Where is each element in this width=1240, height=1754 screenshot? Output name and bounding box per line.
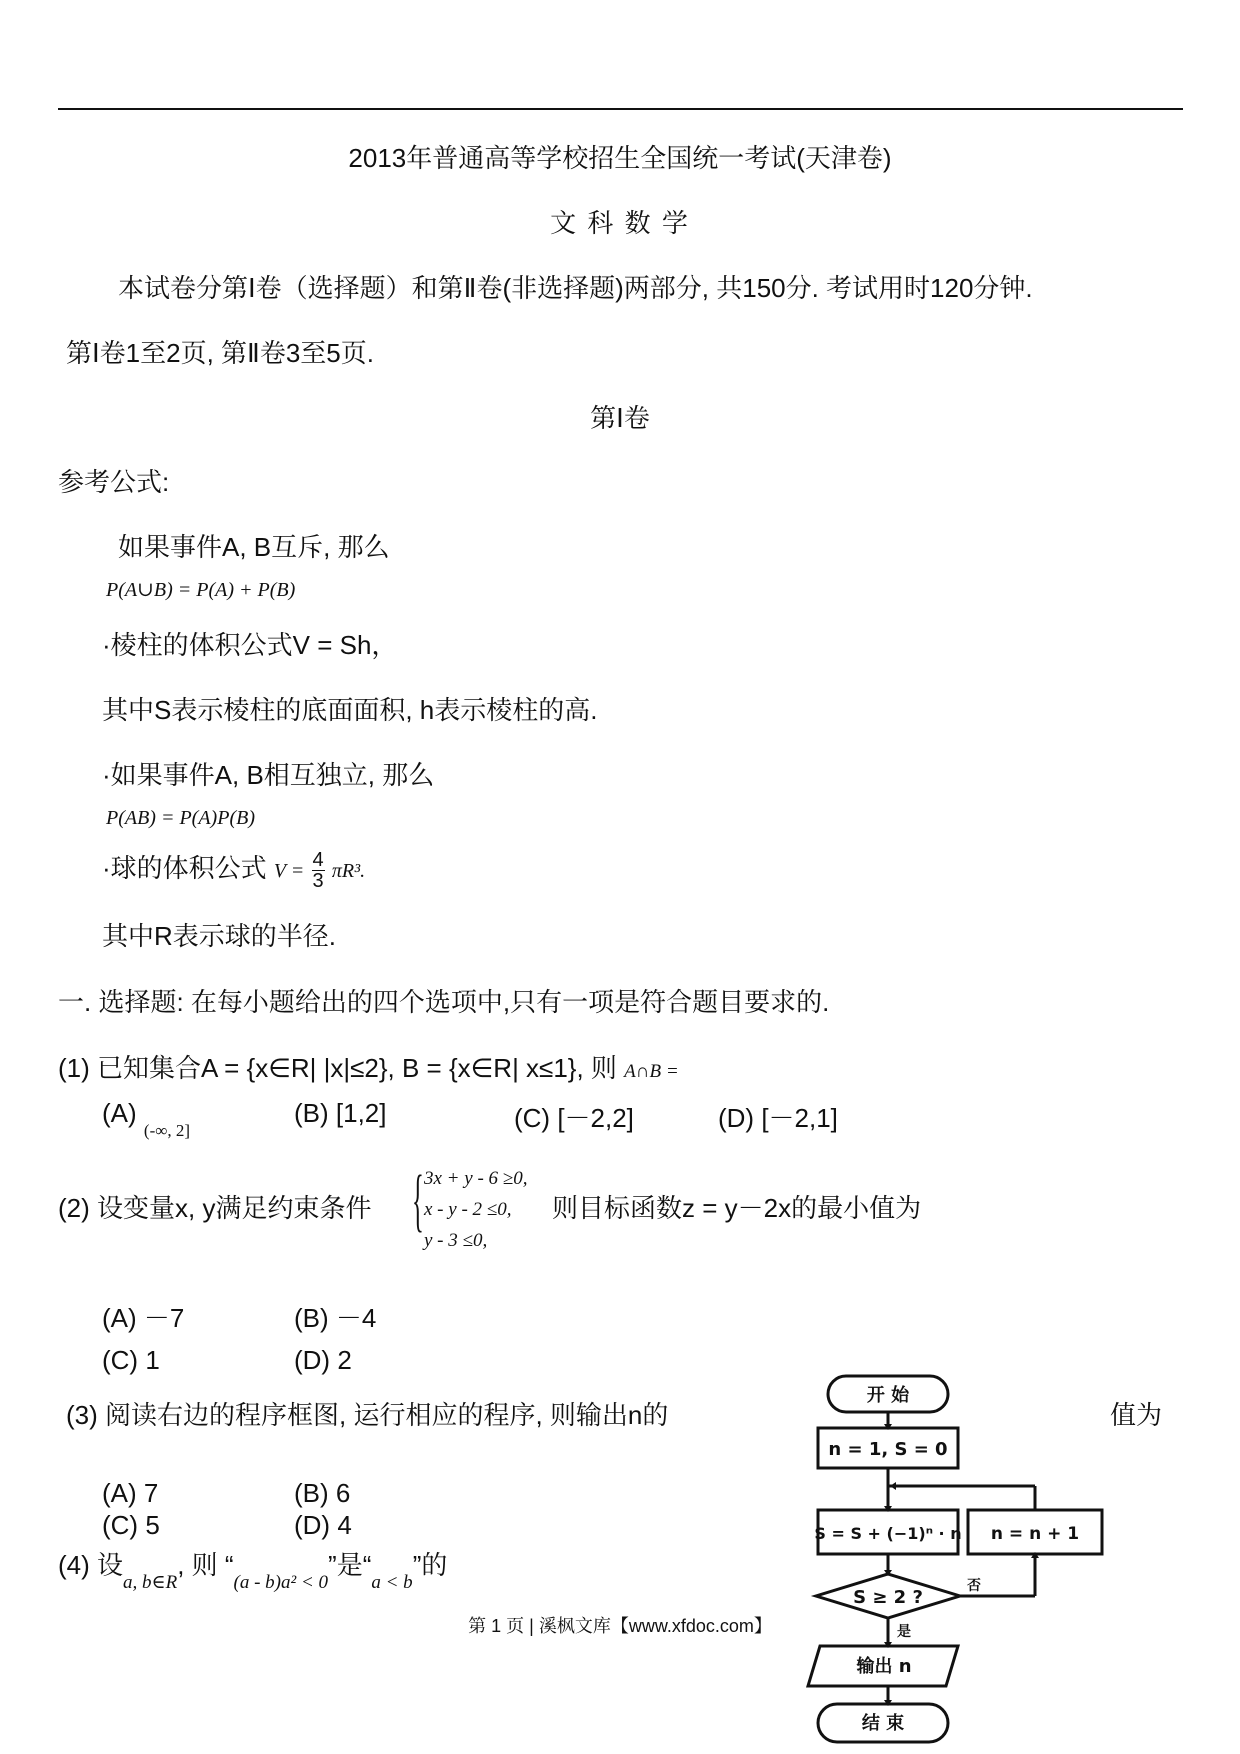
flowchart-start-label: 开 始 (866, 1385, 910, 1406)
formula-4-denominator: 3 (312, 869, 324, 892)
page-footer (0, 1612, 1240, 1638)
intro-line-2: 第Ⅰ卷1至2页, 第Ⅱ卷3至5页. (66, 338, 374, 368)
formula-4-rhs: πR³. (331, 860, 366, 882)
question-2-brace: { (412, 1162, 424, 1239)
question-2-option-c: (C) 1 (102, 1345, 160, 1375)
formula-4-lhs: V = (273, 860, 305, 882)
formula-1-text: 如果事件A, B互斥, 那么 (118, 532, 390, 562)
question-1-text: (1) 已知集合A = {x∈R| |x|≤2}, B = {x∈R| x≤1}, 则 (58, 1053, 617, 1083)
question-1-option-a (102, 1098, 191, 1140)
top-rule (58, 108, 1183, 110)
question-2-constraint-1: 3x + y - 6 ≥0, (424, 1168, 528, 1189)
flowchart-output-label: 输出 n (856, 1656, 912, 1677)
flowchart-condition-label: S ≥ 2 ? (853, 1587, 923, 1608)
flowchart-update-label: S = S + (−1)ⁿ · n (814, 1524, 962, 1543)
question-1-option-b: (B) [1,2] (294, 1098, 387, 1128)
question-2-stem: (2) 设变量x, y满足约束条件 (58, 1193, 372, 1223)
question-1-option-d: (D) [－2,1] (718, 1103, 838, 1133)
flowchart-yes-label: 是 (897, 1624, 911, 1640)
formulas-heading: 参考公式: (58, 467, 170, 497)
formula-4 (102, 848, 365, 891)
question-2-constraint-2: x - y - 2 ≤0, (424, 1199, 512, 1220)
question-1-option-a-value: (-∞, 2] (143, 1121, 191, 1140)
formula-4-fraction (312, 850, 325, 891)
question-3-tail: 值为 (1110, 1400, 1163, 1430)
question-2-tail: 则目标函数z = y－2x的最小值为 (552, 1193, 922, 1223)
question-3-option-a: (A) 7 (102, 1478, 159, 1508)
question-4-text-b: , 则 “ (177, 1550, 234, 1580)
question-1-option-a-label: (A) (102, 1098, 137, 1128)
formula-4-numerator: 4 (312, 848, 324, 871)
part-title: 第Ⅰ卷 (590, 403, 650, 433)
formula-1: P(A∪B) = P(A) + P(B) (106, 579, 296, 601)
question-3-option-d: (D) 4 (294, 1510, 352, 1540)
formula-2-text: ·棱柱的体积公式V = Sh， (102, 630, 398, 660)
exam-subtitle: 文 科 数 学 (550, 208, 690, 238)
question-4-text-a: (4) 设 (58, 1550, 124, 1580)
question-3-option-b: (B) 6 (294, 1478, 351, 1508)
intro-line-1: 本试卷分第Ⅰ卷（选择题）和第Ⅱ卷(非选择题)两部分, 共150分. 考试用时120分钟. (118, 273, 1033, 303)
question-2-constraint-3: y - 3 ≤0, (424, 1230, 488, 1251)
exam-title: 2013年普通高等学校招生全国统一考试(天津卷) (348, 143, 892, 173)
flowchart-no-label: 否 (967, 1578, 981, 1594)
question-4-text-c: ”是“ (328, 1550, 372, 1580)
flowchart-end-label: 结 束 (861, 1713, 905, 1734)
formula-2-note: 其中S表示棱柱的底面面积, h表示棱柱的高. (102, 695, 598, 725)
question-4-condition-3: a < b (371, 1572, 413, 1593)
question-1-stem (58, 1048, 679, 1085)
question-1-option-c: (C) [－2,2] (514, 1103, 634, 1133)
question-2-option-b: (B) －4 (294, 1303, 377, 1333)
formula-3: P(AB) = P(A)P(B) (106, 807, 255, 829)
question-2-constraints (424, 1163, 527, 1256)
flowchart-increment-label: n = n + 1 (990, 1524, 1080, 1544)
formula-4-note: 其中R表示球的半径. (102, 921, 337, 951)
formula-3-text: ·如果事件A, B相互独立, 那么 (102, 760, 435, 790)
question-3-option-c: (C) 5 (102, 1510, 160, 1540)
question-4-text-d: ”的 (412, 1550, 448, 1580)
question-4-condition-2: (a - b)a² < 0 (233, 1572, 329, 1593)
program-flowchart (800, 1368, 1120, 1754)
question-2-option-a: (A) －7 (102, 1303, 185, 1333)
flowchart-init-label: n = 1, S = 0 (828, 1439, 948, 1460)
question-1-tail: A∩B = (624, 1061, 679, 1082)
formula-4-text: ·球的体积公式 (102, 853, 267, 883)
question-4-condition-1: a, b∈R (123, 1572, 178, 1593)
question-2-option-d: (D) 2 (294, 1345, 352, 1375)
question-3-stem: (3) 阅读右边的程序框图, 运行相应的程序, 则输出n的 (66, 1400, 669, 1430)
page-footer-text: 第 1 页 | 溪枫文库【www.xfdoc.com】 (468, 1616, 772, 1636)
section-1-heading: 一. 选择题: 在每小题给出的四个选项中,只有一项是符合题目要求的. (58, 987, 830, 1017)
